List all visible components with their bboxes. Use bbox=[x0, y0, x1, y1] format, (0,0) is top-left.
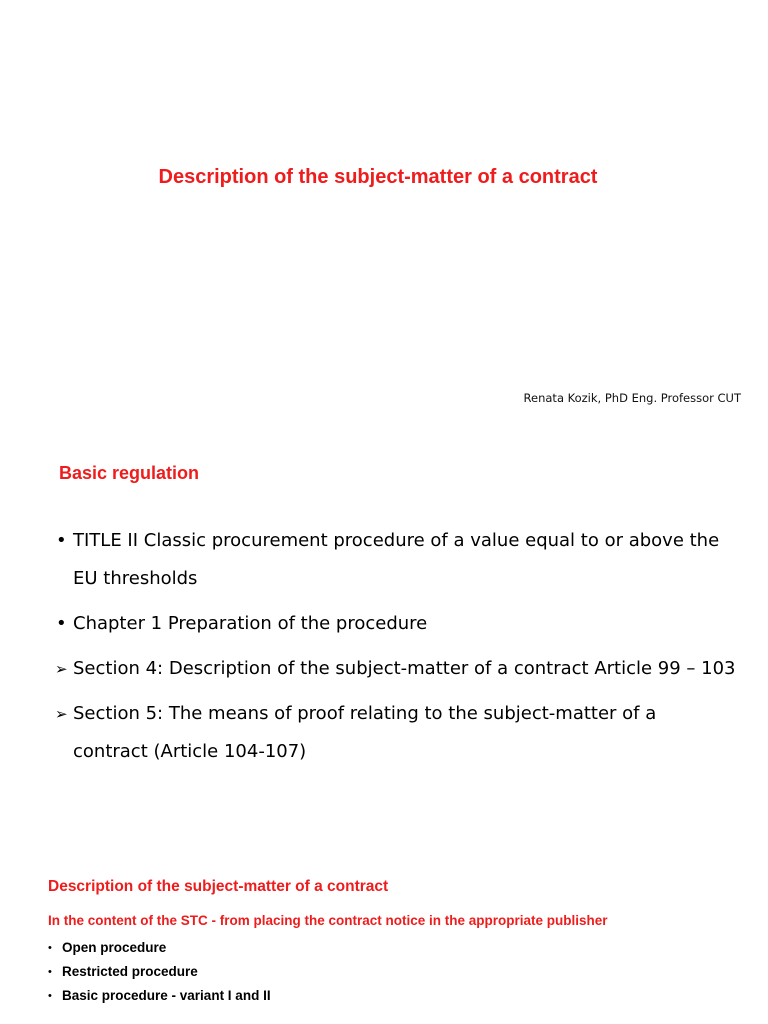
author-credit: Renata Kozik, PhD Eng. Professor CUT bbox=[523, 391, 741, 405]
bullet-icon: • bbox=[48, 966, 52, 978]
bullet-icon: • bbox=[56, 613, 67, 634]
list-item bbox=[56, 650, 736, 688]
list-item-text: Section 5: The means of proof relating to the subject-matter of a contract (Article 104-107) bbox=[73, 703, 657, 762]
list-item-text: Open procedure bbox=[62, 940, 167, 955]
list-item-text: TITLE II Classic procurement procedure of a value equal to or above the EU thresholds bbox=[73, 530, 720, 589]
list-item bbox=[48, 936, 271, 960]
list-item bbox=[56, 522, 736, 598]
slide-heading: Description of the subject-matter of a contract bbox=[48, 878, 389, 895]
list-item-text: Chapter 1 Preparation of the procedure bbox=[73, 613, 428, 634]
slide-basic-regulation bbox=[0, 432, 768, 864]
presentation-title: Description of the subject-matter of a contract bbox=[158, 166, 598, 188]
procedure-list bbox=[48, 936, 271, 1008]
list-item bbox=[56, 605, 736, 643]
list-item bbox=[48, 960, 271, 984]
list-item-text: Restricted procedure bbox=[62, 964, 198, 979]
list-item bbox=[56, 695, 736, 771]
bullet-icon: • bbox=[56, 530, 67, 551]
bullet-icon: • bbox=[48, 942, 52, 954]
bullet-icon: • bbox=[48, 990, 52, 1002]
regulation-list bbox=[56, 522, 736, 778]
arrow-bullet-icon: ➢ bbox=[55, 705, 68, 723]
slide-heading: Basic regulation bbox=[59, 463, 200, 483]
slide-description bbox=[0, 864, 768, 1024]
list-item bbox=[48, 984, 271, 1008]
list-item-text: Basic procedure - variant I and II bbox=[62, 988, 271, 1003]
slide-subheading: In the content of the STC - from placing the contract notice in the appropriate publisher bbox=[48, 913, 608, 928]
list-item-text: Section 4: Description of the subject-matter of a contract Article 99 – 103 bbox=[73, 658, 736, 679]
arrow-bullet-icon: ➢ bbox=[55, 660, 68, 678]
slide-title bbox=[0, 0, 768, 432]
